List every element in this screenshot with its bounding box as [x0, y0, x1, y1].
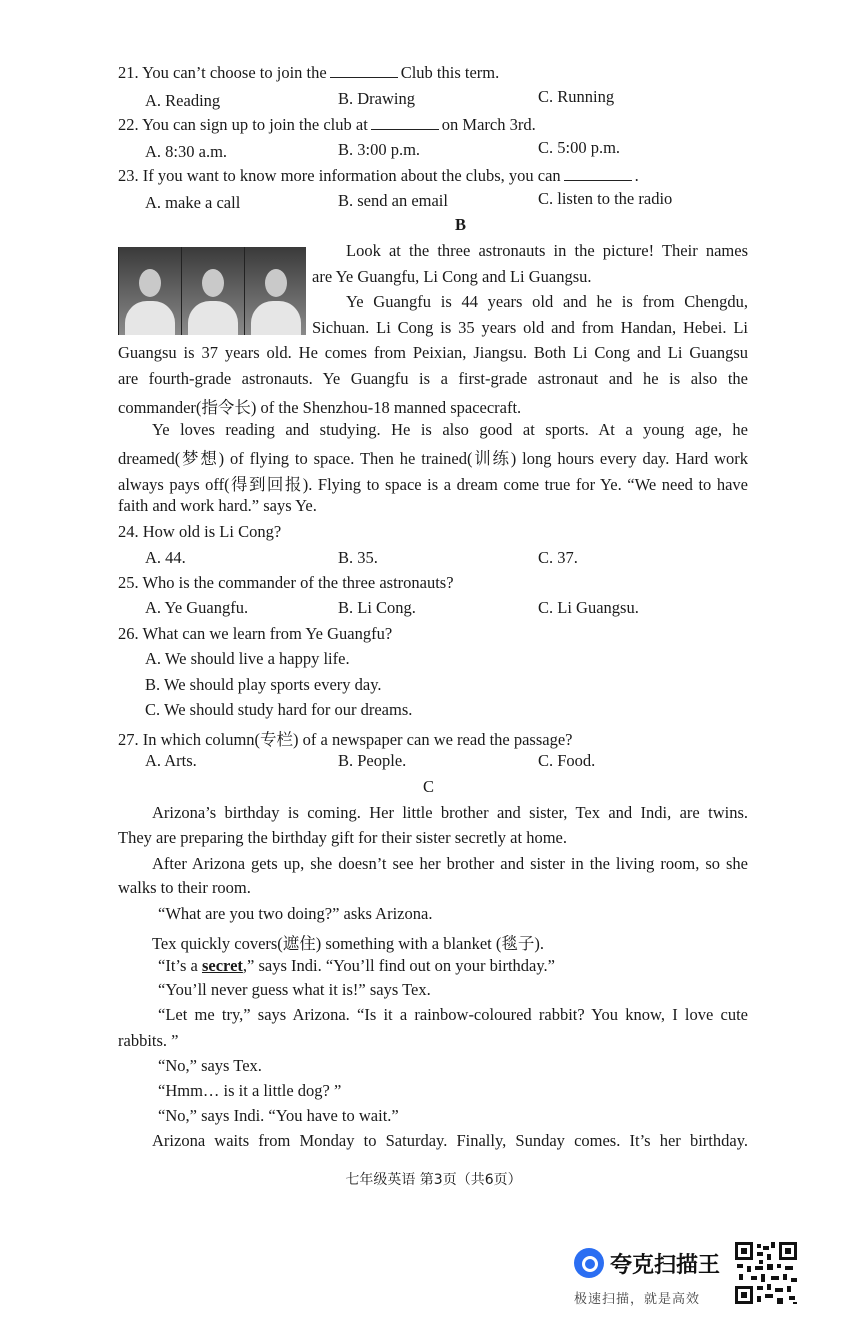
passage-b-line: Guangsu is 37 years old. He comes from Peixian, Jiangsu. Both Li Cong and Li Guangsu: [118, 343, 748, 362]
question-23: [118, 166, 639, 186]
option-c: C. listen to the radio: [538, 189, 673, 208]
answer-blank: [564, 166, 632, 181]
underlined-word-secret: secret: [201, 956, 243, 975]
answer-blank: [371, 115, 439, 130]
question-stem-after: on March 3rd.: [441, 115, 536, 134]
question-stem: 21. You can’t choose to join the: [118, 63, 327, 82]
quote-rest: ,” says Indi. “You’ll find out on your birthday.”: [242, 956, 555, 975]
option-b: B. Li Cong.: [338, 598, 416, 617]
passage-c-line: They are preparing the birthday gift for their sister secretly at home.: [118, 828, 567, 847]
option-c: C. We should study hard for our dreams.: [145, 700, 413, 719]
question-27: 27. In which column(专栏) of a newspaper can we read the passage?: [118, 730, 573, 749]
quote-start: “It’s a: [158, 956, 198, 975]
passage-c-line: Tex quickly covers(遮住) something with a blanket (毯子).: [152, 934, 545, 953]
passage-c-line: rabbits. ”: [118, 1031, 179, 1050]
passage-b-line: Ye Guangfu is 44 years old and he is from Chengdu,: [346, 292, 748, 311]
option-a: A. Ye Guangfu.: [145, 598, 249, 617]
option-b: B. People.: [338, 751, 407, 770]
scanner-brand: 夸克扫描王: [610, 1253, 721, 1278]
question-stem-after: Club this term.: [400, 63, 500, 82]
passage-b-line: Look at the three astronauts in the picture! Their names: [346, 241, 748, 260]
passage-b-line: faith and work hard.” says Ye.: [118, 496, 317, 515]
passage-c-line: “What are you two doing?” asks Arizona.: [158, 904, 433, 923]
question-26: 26. What can we learn from Ye Guangfu?: [118, 624, 393, 643]
passage-c-line: “You’ll never guess what it is!” says Tex.: [158, 980, 431, 999]
passage-c-line: Arizona’s birthday is coming. Her little brother and sister, Tex and Indi, are twins.: [152, 803, 748, 822]
question-stem: 23. If you want to know more information about the clubs, you can: [118, 166, 561, 185]
option-c: C. Food.: [538, 751, 596, 770]
option-c: C. 5:00 p.m.: [538, 138, 621, 157]
passage-c-line: “Let me try,” says Arizona. “Is it a rainbow-coloured rabbit? You know, I love cute: [158, 1005, 748, 1024]
passage-b-line: commander(指令长) of the Shenzhou-18 manned spacecraft.: [118, 398, 522, 417]
question-21: [118, 63, 499, 83]
passage-c-line: “No,” says Tex.: [158, 1056, 262, 1075]
passage-c-line: walks to their room.: [118, 878, 251, 897]
option-a: A. 44.: [145, 548, 186, 567]
passage-b-line: are fourth-grade astronauts. Ye Guangfu is a first-grade astronaut and he is also the: [118, 369, 748, 388]
scanner-logo-icon: [574, 1248, 604, 1278]
option-a: A. Reading: [145, 91, 221, 110]
passage-c-line: After Arizona gets up, she doesn’t see her brother and sister in the living room, so she: [152, 854, 748, 873]
astronauts-photo: [118, 247, 306, 335]
option-b: B. 3:00 p.m.: [338, 140, 421, 159]
option-b: B. send an email: [338, 191, 448, 210]
option-a: A. 8:30 a.m.: [145, 142, 228, 161]
option-a: A. make a call: [145, 193, 241, 212]
passage-c-line: “Hmm… is it a little dog? ”: [158, 1081, 342, 1100]
question-24: 24. How old is Li Cong?: [118, 522, 282, 541]
option-b: B. Drawing: [338, 89, 415, 108]
question-stem-after: .: [634, 166, 639, 185]
answer-blank: [330, 63, 398, 78]
question-stem: 22. You can sign up to join the club at: [118, 115, 368, 134]
question-22: [118, 115, 536, 135]
question-25: 25. Who is the commander of the three astronauts?: [118, 573, 454, 592]
section-c-label: C: [423, 777, 435, 796]
passage-c-line: “No,” says Indi. “You have to wait.”: [158, 1106, 399, 1125]
passage-c-line: [158, 956, 555, 976]
passage-b-line: always pays off(得到回报). Flying to space is a dream come true for Ye. “We need to have: [118, 475, 748, 494]
page-footer: 七年级英语 第3页（共6页）: [345, 1172, 522, 1188]
passage-b-line: Sichuan. Li Cong is 35 years old and from Handan, Hebei. Li: [312, 318, 748, 337]
qr-code-icon: [733, 1240, 799, 1306]
option-c: C. Running: [538, 87, 615, 106]
section-b-label: B: [455, 215, 467, 234]
passage-b-line: Ye loves reading and studying. He is also good at sports. At a young age, he: [152, 420, 748, 439]
passage-b-line: dreamed(梦想) of flying to space. Then he trained(训练) long hours every day. Hard work: [118, 449, 748, 468]
option-a: A. Arts.: [145, 751, 197, 770]
option-c: C. 37.: [538, 548, 578, 567]
option-b: B. 35.: [338, 548, 378, 567]
option-a: A. We should live a happy life.: [145, 649, 350, 668]
option-b: B. We should play sports every day.: [145, 675, 382, 694]
passage-c-line: Arizona waits from Monday to Saturday. Finally, Sunday comes. It’s her birthday.: [152, 1131, 748, 1150]
scanner-slogan: 极速扫描，就是高效: [574, 1292, 701, 1307]
passage-b-line: are Ye Guangfu, Li Cong and Li Guangsu.: [312, 267, 592, 286]
option-c: C. Li Guangsu.: [538, 598, 639, 617]
